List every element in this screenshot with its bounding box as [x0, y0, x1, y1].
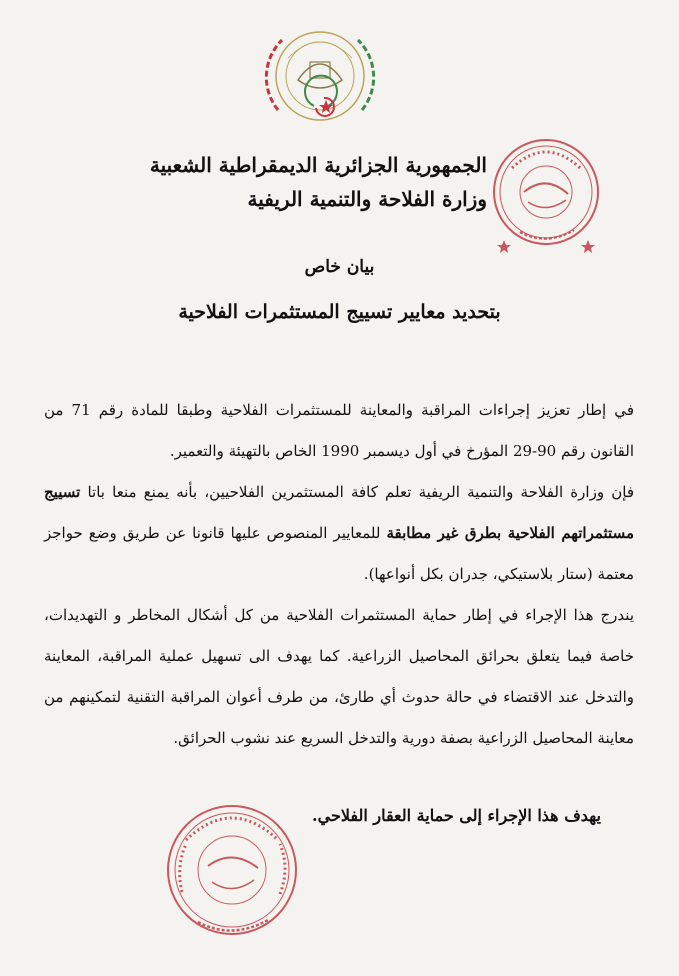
official-stamp-bottom	[162, 796, 302, 946]
paragraph-2-bold: تسييج مستثمراتهم الفلاحية بطرق غير مطابقة	[44, 483, 634, 542]
document-body	[44, 390, 634, 759]
document-title: بيان خاص	[304, 257, 375, 277]
paragraph-2-start: فإن وزارة الفلاحة والتنمية الريفية تعلم كافة المستثمرين الفلاحيين، بأنه يمنع منعا باتا	[80, 483, 634, 501]
paragraph-1: في إطار تعزيز إجراءات المراقبة والمعاينة للمستثمرات الفلاحية وطبقا للمادة رقم 71 من القانون رقم 90-29 المؤرخ في أول ديسمبر 1990 الخاص بالتهيئة والتعمير.	[44, 401, 634, 460]
closing-statement: يهدف هذا الإجراء إلى حماية العقار الفلاحي.	[312, 806, 601, 825]
paragraph-2	[44, 472, 634, 595]
official-stamp	[490, 128, 602, 262]
paragraph-2-end: للمعايير المنصوص عليها قانونا عن طريق وضع حواجز معتمة (ستار بلاستيكي، جدران بكل أنواعها).	[44, 524, 634, 583]
ministry-emblem	[258, 18, 382, 130]
document-header	[67, 148, 487, 216]
paragraph-3: يندرج هذا الإجراء في إطار حماية المستثمرات الفلاحية من كل أشكال المخاطر و التهديدات، خاصة فيما يتعلق بحرائق المحاصيل الزراعية. كما يهدف الى تسهيل عملية المراقبة، المعاينة والتدخل عند الاقتضاء في حالة حدوث أي طارئ، من طرف أعوان المراقبة التقنية لتمكينهم من معاينة المحاصيل الزراعية بصفة دورية والتدخل السريع عند نشوب الحرائق.	[44, 606, 634, 747]
document-subtitle: بتحديد معايير تسييج المستثمرات الفلاحية	[178, 301, 501, 323]
republic-name: الجمهورية الجزائرية الديمقراطية الشعبية	[149, 153, 487, 177]
ministry-name: وزارة الفلاحة والتنمية الريفية	[247, 187, 487, 211]
